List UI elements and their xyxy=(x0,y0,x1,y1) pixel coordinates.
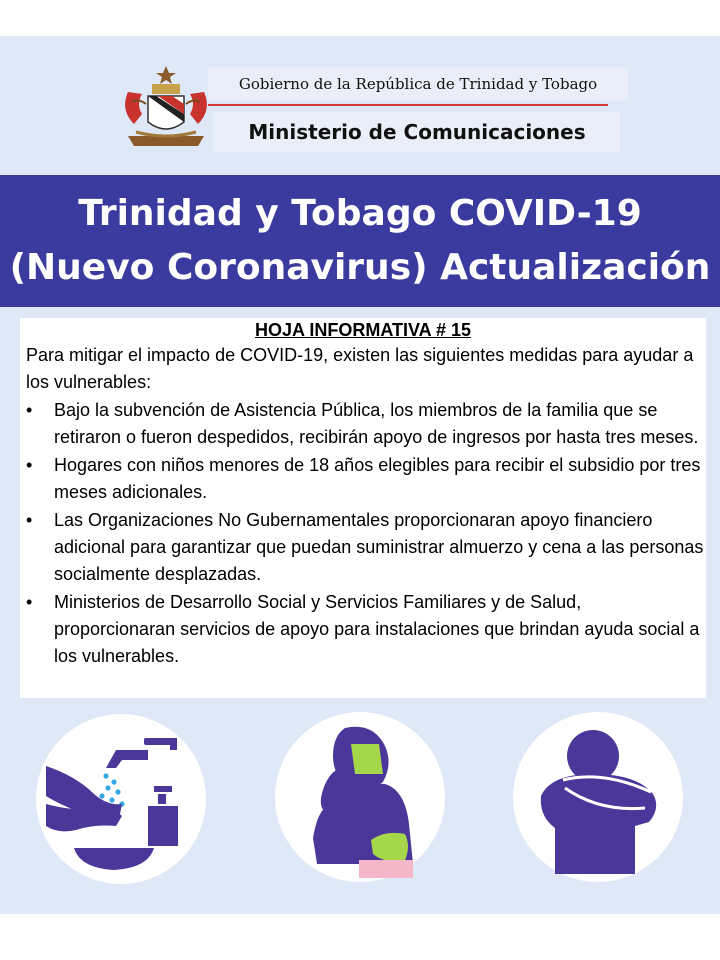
title-banner xyxy=(0,175,720,307)
measures-list xyxy=(20,397,706,670)
hand-washing-icon xyxy=(36,714,206,884)
list-item: • Bajo la subvención de Asistencia Pública, los miembros de la familia que se retiraron o fueron despedidos, recibirán apoyo de ingresos por hasta tres meses. xyxy=(20,397,706,451)
cough-into-elbow-icon xyxy=(513,712,683,882)
list-item: • Hogares con niños menores de 18 años elegibles para recibir el subsidio por tres meses adicionales. xyxy=(20,452,706,506)
government-title: Gobierno de la República de Trinidad y Tobago xyxy=(208,67,628,101)
factsheet-content xyxy=(20,318,706,698)
banner-title-line-1: Trinidad y Tobago COVID-19 xyxy=(78,193,642,234)
ministry-title: Ministerio de Comunicaciones xyxy=(214,112,620,152)
list-item: • Ministerios de Desarrollo Social y Servicios Familiares y de Salud, proporcionaran servicios de apoyo para instalaciones que brindan ayuda social a los vulnerables. xyxy=(20,589,706,670)
factsheet-intro: Para mitigar el impacto de COVID-19, existen las siguientes medidas para ayudar a los vulnerables: xyxy=(26,345,694,392)
cover-cough-tissue-icon xyxy=(275,712,445,882)
factsheet-heading: HOJA INFORMATIVA # 15 xyxy=(254,320,472,340)
coat-of-arms-icon xyxy=(118,62,214,154)
banner-title-line-2: (Nuevo Coronavirus) Actualización xyxy=(9,247,711,288)
divider-line xyxy=(208,104,608,106)
list-item: • Las Organizaciones No Gubernamentales proporcionaran apoyo financiero adicional para garantizar que puedan suministrar almuerzo y cena a las personas socialmente desplazadas. xyxy=(20,507,706,588)
